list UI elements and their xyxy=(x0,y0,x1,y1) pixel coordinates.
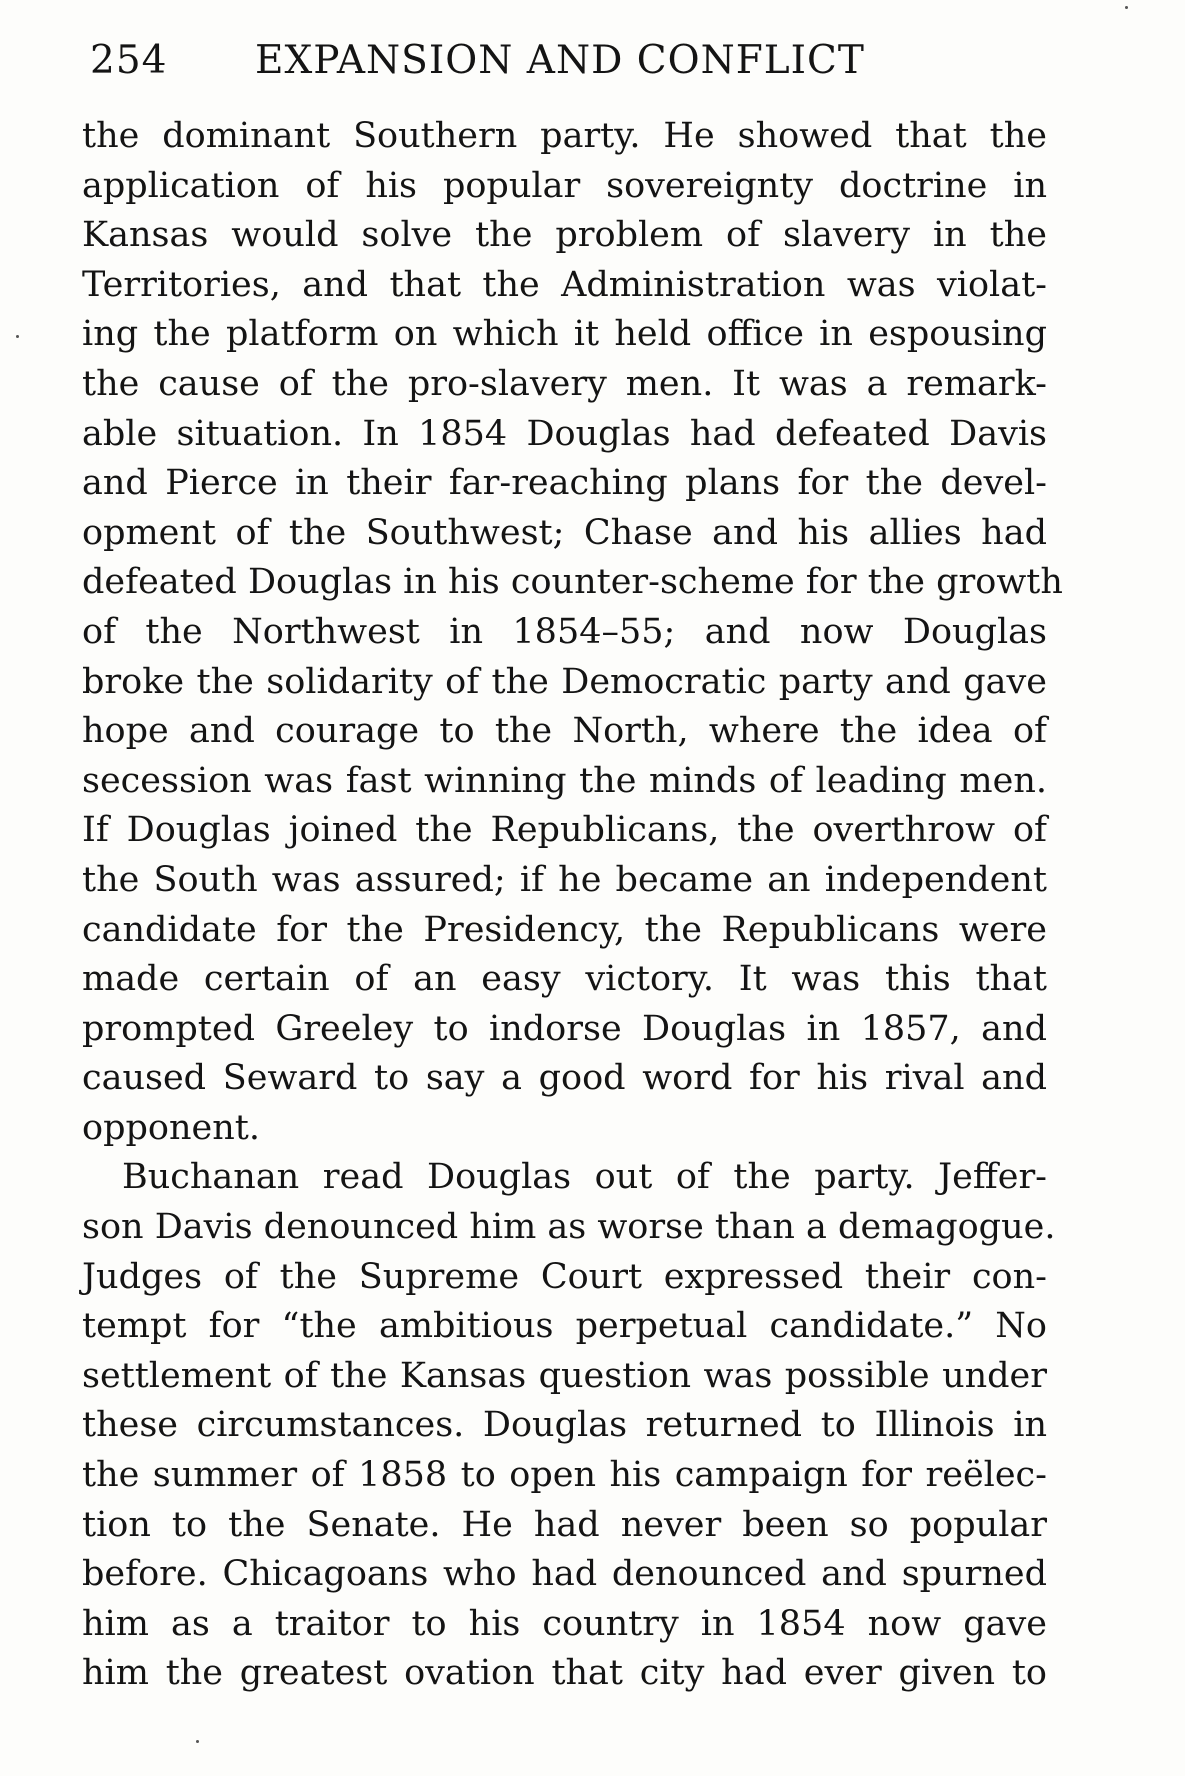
text-line: able situation. In 1854 Douglas had defeated Davis xyxy=(82,413,1047,454)
text-line: defeated Douglas in his counter-scheme for the growth xyxy=(82,562,1063,603)
text-line: settlement of the Kansas question was possible under xyxy=(82,1355,1047,1396)
scan-speck xyxy=(196,1740,199,1743)
page-number: 254 xyxy=(90,38,168,83)
paragraph-end-line: opponent. xyxy=(82,1107,260,1148)
scan-speck xyxy=(1125,6,1128,9)
text-line: prompted Greeley to indorse Douglas in 1857, and xyxy=(82,1008,1047,1049)
text-line: and Pierce in their far-reaching plans for the devel- xyxy=(82,463,1047,504)
text-line: made certain of an easy victory. It was this that xyxy=(82,959,1047,1000)
text-line: the summer of 1858 to open his campaign for reëlec- xyxy=(82,1455,1047,1496)
text-line: Kansas would solve the problem of slavery in the xyxy=(82,215,1047,256)
text-line: before. Chicagoans who had denounced and spurned xyxy=(82,1554,1047,1595)
text-line: Territories, and that the Administration was violat- xyxy=(82,264,1047,305)
text-line: of the Northwest in 1854–55; and now Douglas xyxy=(82,611,1047,652)
text-line: candidate for the Presidency, the Republicans were xyxy=(82,909,1047,950)
text-line: the cause of the pro-slavery men. It was a remark- xyxy=(82,363,1047,404)
text-line: opment of the Southwest; Chase and his allies had xyxy=(82,512,1047,553)
running-title: EXPANSION AND CONFLICT xyxy=(255,38,865,83)
text-line: hope and courage to the North, where the idea of xyxy=(82,711,1047,752)
text-line: application of his popular sovereignty doctrine in xyxy=(82,165,1047,206)
running-head xyxy=(90,38,970,98)
text-line: him the greatest ovation that city had ever given to xyxy=(82,1653,1047,1694)
text-line: tion to the Senate. He had never been so popular xyxy=(82,1504,1047,1545)
text-line: If Douglas joined the Republicans, the overthrow of xyxy=(82,810,1047,851)
text-line: these circumstances. Douglas returned to Illinois in xyxy=(82,1405,1047,1446)
text-line: the South was assured; if he became an independent xyxy=(82,859,1047,900)
text-line: secession was fast winning the minds of leading men. xyxy=(82,760,1047,801)
body-text xyxy=(82,112,1063,1699)
text-line: son Davis denounced him as worse than a demagogue. xyxy=(82,1207,1056,1248)
text-line: caused Seward to say a good word for his rival and xyxy=(82,1058,1047,1099)
text-line: tempt for “the ambitious perpetual candidate.” No xyxy=(82,1306,1047,1347)
text-line: him as a traitor to his country in 1854 now gave xyxy=(82,1603,1047,1644)
paragraph-start-line: Buchanan read Douglas out of the party. Jeffer- xyxy=(122,1157,1047,1198)
text-line: the dominant Southern party. He showed that the xyxy=(82,116,1047,156)
text-line: broke the solidarity of the Democratic party and gave xyxy=(82,661,1047,702)
text-line: Judges of the Supreme Court expressed their con- xyxy=(82,1256,1047,1297)
text-line: ing the platform on which it held office in espousing xyxy=(82,314,1047,355)
scan-speck xyxy=(16,335,19,338)
